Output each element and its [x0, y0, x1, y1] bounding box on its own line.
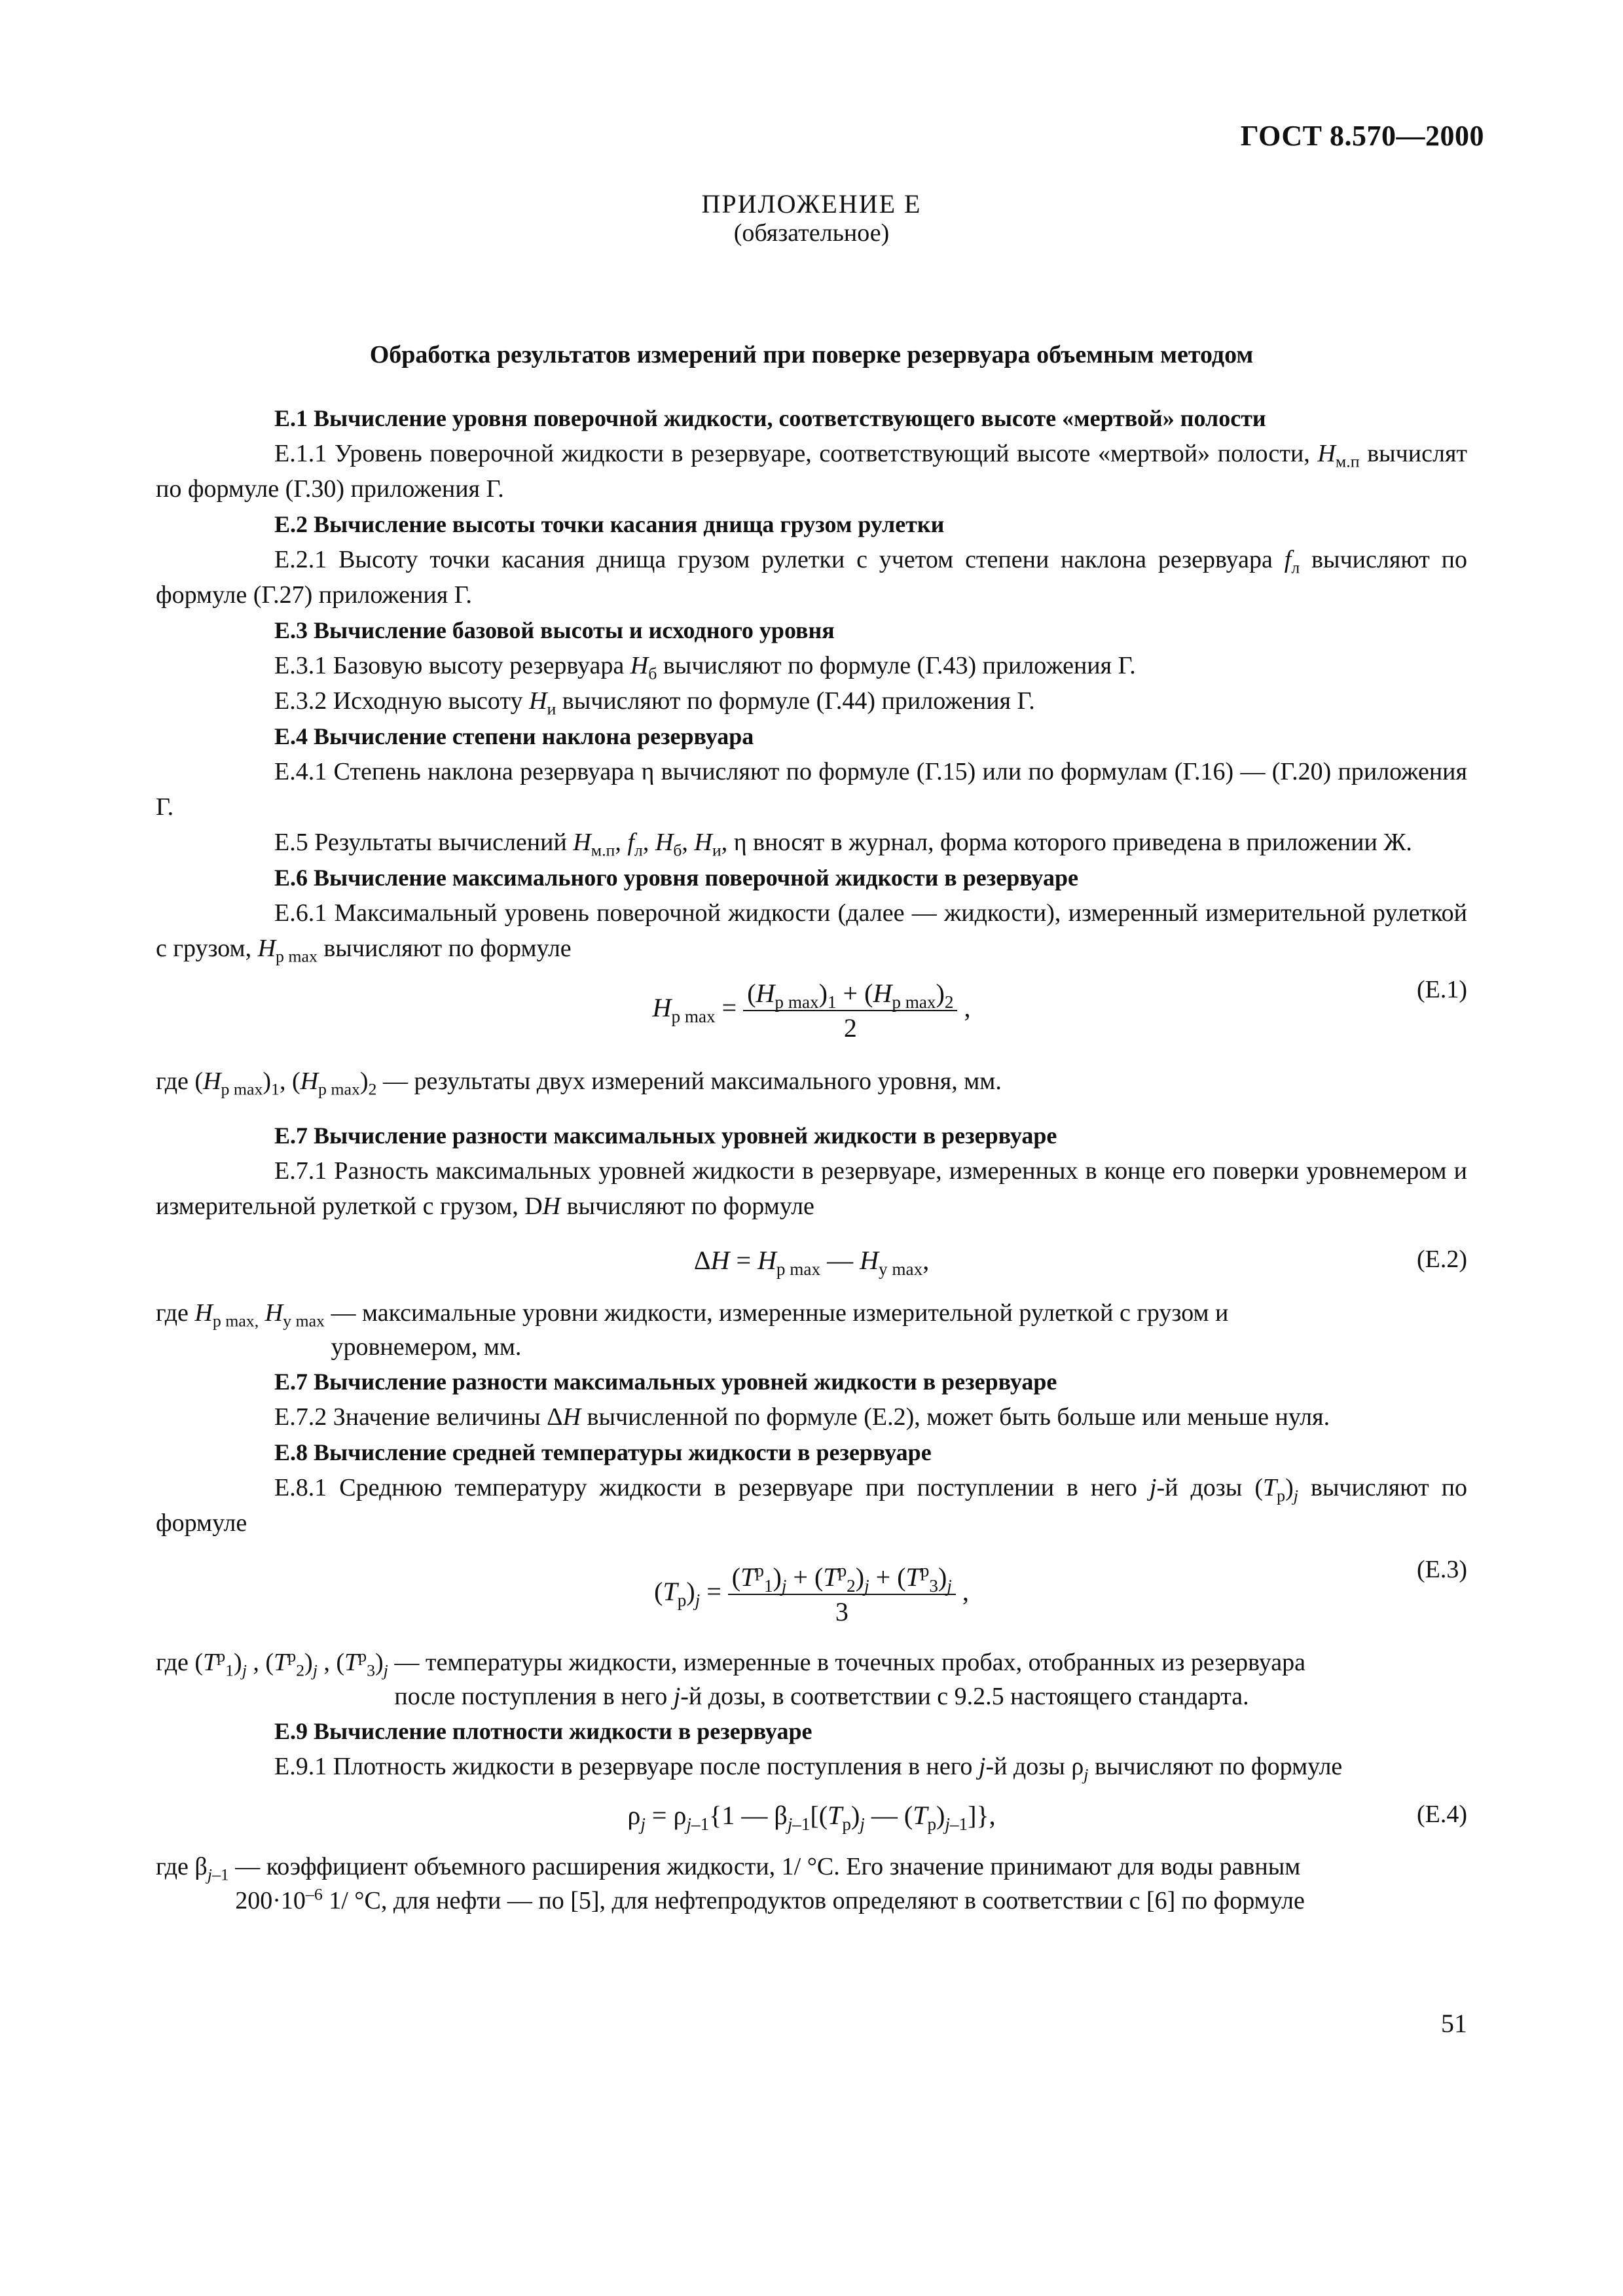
paragraph: Е.7.2 Значение величины ΔH вычисленной по формуле (Е.2), может быть больше или меньше нуля.: [274, 1403, 1330, 1431]
formula-legend: где $H_{р max,}$ $H_{у max}$ — максимальные уровни жидкости, измеренные измерительной рулеткой с грузом и уровнемером, мм.: [156, 1299, 1229, 1361]
section-heading: Е.4 Вычисление степени наклона резервуара: [274, 723, 754, 749]
annex-title: ПРИЛОЖЕНИЕ Е: [701, 189, 922, 219]
paragraph: Е.3.2 Исходную высоту $H_и$ вычисляют по формуле (Г.44) приложения Г.: [274, 687, 1035, 719]
section-heading: Е.7 Вычисление разности максимальных уровней жидкости в резервуаре: [274, 1122, 1057, 1149]
paragraph: Е.7.1 Разность максимальных уровней жидкости в резервуаре, измеренных в конце его поверки уровнемером и измерительной рулеткой с грузом, DH вычисляют по формуле: [156, 1157, 1467, 1220]
section-heading: Е.8 Вычисление средней температуры жидкости в резервуаре: [274, 1439, 932, 1465]
section-heading: Е.6 Вычисление максимального уровня поверочной жидкости в резервуаре: [274, 865, 1078, 891]
paragraph: Е.6.1 Максимальный уровень поверочной жидкости (далее — жидкости), измеренный измерительной рулеткой с грузом, $H_{р max}$ вычисляют по формуле: [156, 899, 1467, 966]
formula-e4: $\rho_j = \rho_{j-1}\{1$ — $\beta_{j-1}[(T_р)_j$ — $(T_р)_{j-1}$]}, (Е.4): [627, 1801, 1467, 1834]
paragraph: Е.3.1 Базовую высоту резервуара $H_б$ вычисляют по формуле (Г.43) приложения Г.: [274, 652, 1136, 683]
formula-legend: где $\beta_{j-1}$ — коэффициент объемного расширения жидкости, 1/ °С. Его значение принимают для воды равным $200\cdot 10^{-6}$ 1/ °С, для нефти — по [5], для нефтепродуктов определяют в соответствии с [6] по формуле: [156, 1853, 1305, 1914]
formula-e3: $(T_р)_j$ = $\frac{(T^р_1)_j + (T^р_2)_j + (T^р_3)_j}{3}$ , (Е.3): [654, 1556, 1467, 1626]
formula-legend: где $(T^р_1)_j$ , $(T^р_2)_j$ , $(T^р_3)_j$ — температуры жидкости, измеренные в точечных пробах, отобранных из резервуара после поступления в него j-й дозы, в соответствии с 9.2.5 настоящего стандарта.: [156, 1646, 1306, 1710]
annex-status: (обязательное): [733, 219, 890, 247]
formula-e1: $H_{р max}$ = $\frac{(H_{р max})_1 + (H_{р max})_2}{2}$ , (Е.1): [652, 976, 1467, 1043]
section-heading: Е.2 Вычисление высоты точки касания днища грузом рулетки: [274, 511, 945, 537]
page-number: 51: [1441, 2009, 1467, 2038]
section-heading: Е.9 Вычисление плотности жидкости в резервуаре: [274, 1718, 812, 1744]
paragraph: Е.5 Результаты вычислений $H_{м.п}$, $f_л$, $H_б$, $H_и$, η вносят в журнал, форма которого приведена в приложении Ж.: [274, 829, 1412, 860]
formula-number: (Е.1): [1416, 976, 1467, 1003]
formula-number: (Е.2): [1416, 1246, 1467, 1273]
paragraph: Е.9.1 Плотность жидкости в резервуаре после поступления в него j-й дозы $\rho_j$ вычисляют по формуле: [274, 1753, 1343, 1784]
paragraph: Е.2.1 Высоту точки касания днища грузом рулетки с учетом степени наклона резервуара $f_л$ вычисляют по формуле (Г.27) приложения Г.: [156, 546, 1468, 609]
section-heading: Е.3 Вычисление базовой высоты и исходного уровня: [274, 617, 835, 643]
standard-code: ГОСТ 8.570—2000: [1240, 120, 1484, 152]
document-body: [156, 401, 1467, 1918]
formula-number: (Е.4): [1416, 1801, 1467, 1828]
document-title: Обработка результатов измерений при поверке резервуара объемным методом: [369, 341, 1254, 368]
section-heading: Е.7 Вычисление разности максимальных уровней жидкости в резервуаре: [274, 1369, 1057, 1395]
formula-number: (Е.3): [1416, 1556, 1467, 1583]
formula-legend: где $(H_{р max})_1$, $(H_{р max})_2$ — результаты двух измерений максимального уровня, мм.: [156, 1067, 1002, 1099]
section-heading: Е.1 Вычисление уровня поверочной жидкости, соответствующего высоте «мертвой» полости: [274, 405, 1266, 431]
paragraph: Е.8.1 Среднюю температуру жидкости в резервуаре при поступлении в него j-й дозы $(T_р)_j$ вычисляют по формуле: [156, 1474, 1468, 1537]
formula-e2: $\Delta H = H_{р max}$ — $H_{у max}$, (Е.2): [693, 1246, 1467, 1279]
paragraph: Е.1.1 Уровень поверочной жидкости в резервуаре, соответствующий высоте «мертвой» полости, $H_{м.п}$ вычислят по формуле (Г.30) приложения Г.: [156, 440, 1468, 503]
paragraph: Е.4.1 Степень наклона резервуара η вычисляют по формуле (Г.15) или по формулам (Г.16) — (Г.20) приложения Г.: [156, 758, 1467, 821]
